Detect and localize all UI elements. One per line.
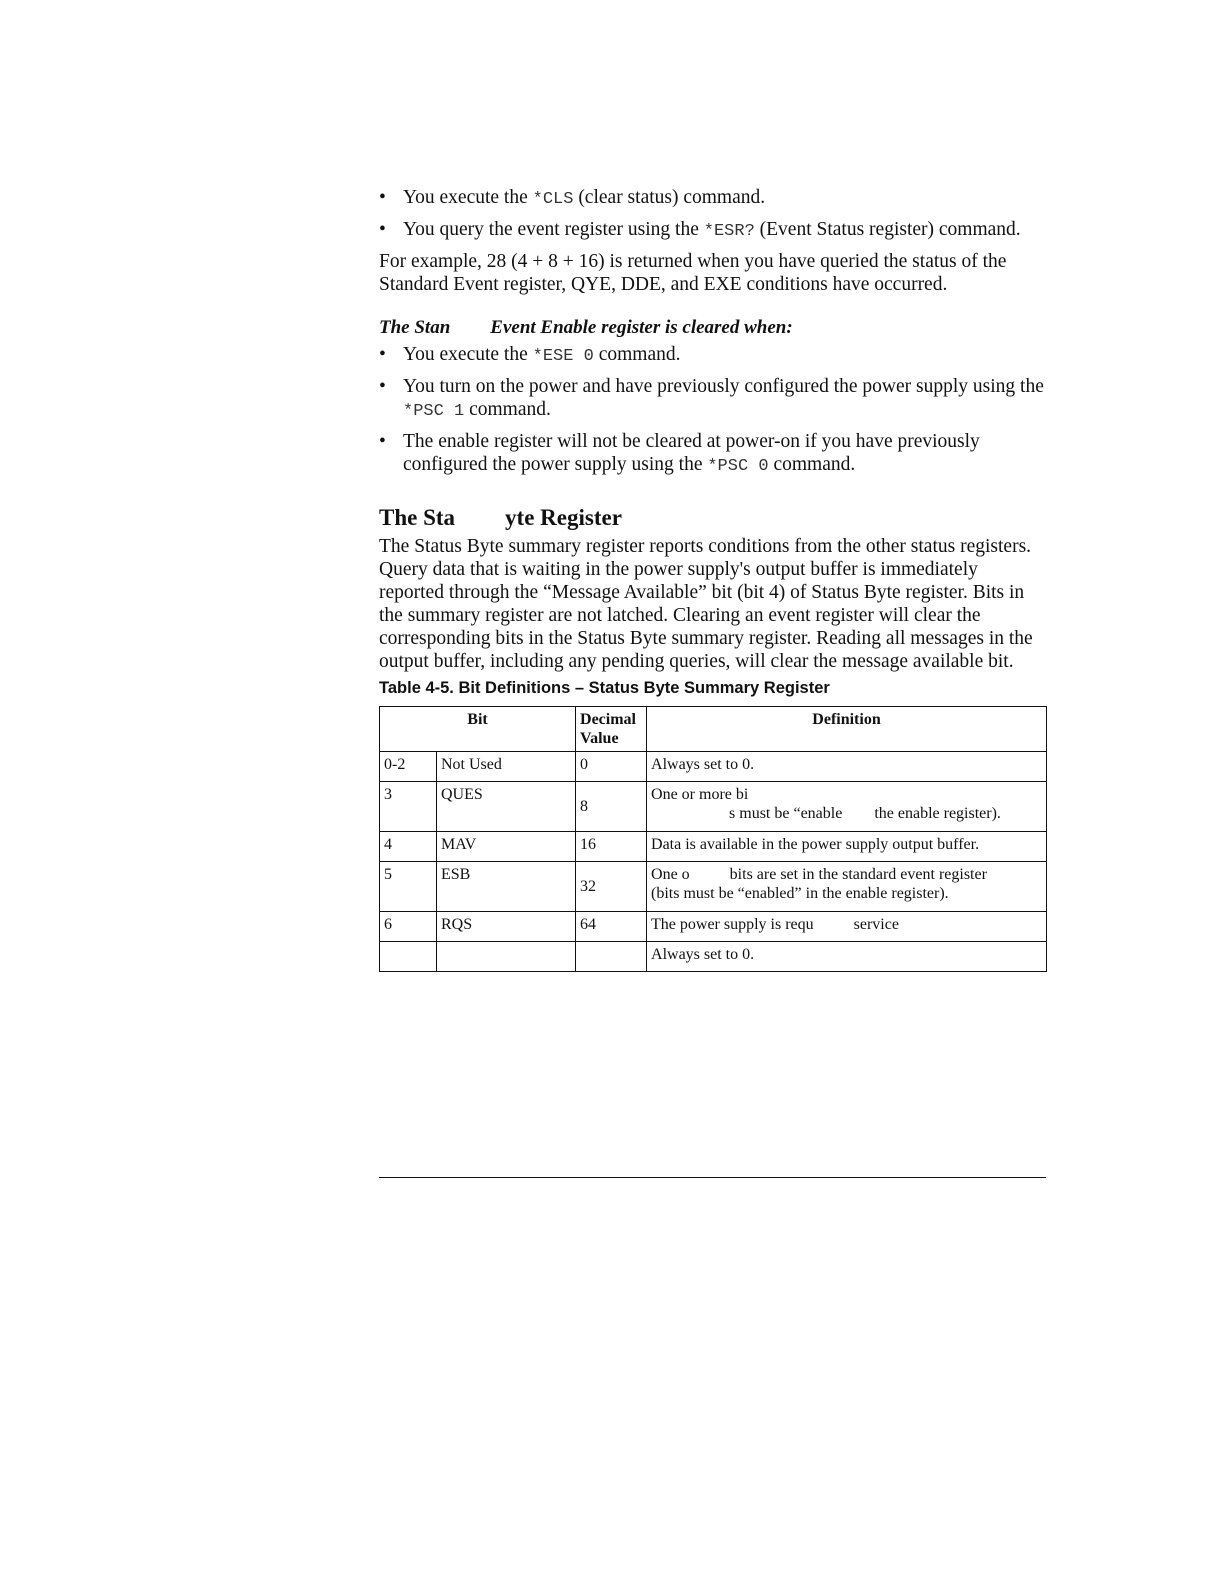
table-row xyxy=(380,862,1047,912)
status-byte-paragraph: The Status Byte summary register reports conditions from the other status registers. Query data that is waiting in the power supply's output buffer is immediately reported through the “Message Available” bit (bit 4) of Status Byte register. Bits in the summary register are not latched. Clearing an event register will clear the corresponding bits in the Status Byte summary register. Reading all messages in the output buffer, including any pending queries, will clear the message available bit. xyxy=(379,536,1033,672)
header-bit: Bit xyxy=(380,707,576,752)
bit-number: 5 xyxy=(380,862,437,912)
bullet-text: command. xyxy=(464,399,551,420)
subheading-part: Event Enable register is cleared when: xyxy=(490,317,793,338)
definition-line: One o bits are set in the standard event register xyxy=(651,866,987,883)
bullet-text: The enable register will not be cleared at power-on if you have previously configured the power supply using the xyxy=(403,431,980,475)
example-paragraph: For example, 28 (4 + 8 + 16) is returned when you have queried the status of the Standard Event register, QYE, DDE, and EXE conditions have occurred. xyxy=(379,251,1007,295)
decimal-value: 0 xyxy=(576,752,647,782)
header-decimal-value: Decimal Value xyxy=(576,707,647,752)
heading-part: yte Register xyxy=(505,505,622,530)
header-definition: Definition xyxy=(647,707,1047,752)
bullet-text: (clear status) command. xyxy=(573,187,766,208)
decimal-value: 16 xyxy=(576,832,647,862)
table-row xyxy=(380,782,1047,832)
command-code: *PSC 0 xyxy=(707,457,769,476)
enable-cleared-list xyxy=(379,343,1045,478)
decimal-value: 32 xyxy=(576,862,647,912)
bit-number: 0-2 xyxy=(380,752,437,782)
bit-name: MAV xyxy=(437,832,576,862)
decimal-value: 8 xyxy=(576,782,647,832)
command-code: *CLS xyxy=(532,190,574,209)
bit-definition: Data is available in the power supply output buffer. xyxy=(647,832,1047,862)
list-item xyxy=(379,218,1045,243)
clear-conditions-list xyxy=(379,186,1045,243)
bullet-text: (Event Status register) command. xyxy=(754,219,1021,240)
bit-number: 4 xyxy=(380,832,437,862)
table-row xyxy=(380,912,1047,942)
table-header-row xyxy=(380,707,1047,752)
list-item xyxy=(379,375,1045,423)
bullet-text: You turn on the power and have previously configured the power supply using the xyxy=(403,376,1044,397)
section-heading xyxy=(379,504,1045,532)
bullet-text: You execute the xyxy=(403,344,533,365)
bit-name xyxy=(437,942,576,972)
list-item xyxy=(379,430,1045,478)
definition-line: s must be “enable the enable register). xyxy=(729,805,1001,822)
list-item xyxy=(379,343,1045,368)
command-code: *PSC 1 xyxy=(403,402,465,421)
bit-number: 3 xyxy=(380,782,437,832)
table-caption: Table 4-5. Bit Definitions – Status Byte Summary Register xyxy=(379,679,830,697)
bit-definition: Always set to 0. xyxy=(647,942,1047,972)
bit-definition xyxy=(647,782,1047,832)
bullet-text: You execute the xyxy=(403,187,533,208)
bit-number: 6 xyxy=(380,912,437,942)
list-item xyxy=(379,186,1045,211)
definition-line: One or more bi xyxy=(651,786,749,803)
command-code: *ESE 0 xyxy=(532,347,594,366)
bullet-text: You query the event register using the xyxy=(403,219,704,240)
heading-part: The Sta xyxy=(379,505,456,530)
bit-name: RQS xyxy=(437,912,576,942)
table-row xyxy=(380,942,1047,972)
bit-definition: The power supply is requ service xyxy=(647,912,1047,942)
footer-divider xyxy=(379,1177,1046,1178)
table-row xyxy=(380,752,1047,782)
bit-name: Not Used xyxy=(437,752,576,782)
bit-name: QUES xyxy=(437,782,576,832)
bit-name: ESB xyxy=(437,862,576,912)
table-row xyxy=(380,832,1047,862)
page-content xyxy=(379,186,1045,972)
bit-definition xyxy=(647,862,1047,912)
enable-register-subheading xyxy=(379,316,1045,339)
bit-definition: Always set to 0. xyxy=(647,752,1047,782)
bullet-text: command. xyxy=(768,454,856,475)
decimal-value xyxy=(576,942,647,972)
definition-line: (bits must be “enabled” in the enable register). xyxy=(651,885,949,902)
bit-number xyxy=(380,942,437,972)
bullet-text: command. xyxy=(593,344,681,365)
command-code: *ESR? xyxy=(703,222,755,241)
bit-definitions-table xyxy=(379,706,1047,972)
subheading-part: The Stan xyxy=(379,317,451,338)
decimal-value: 64 xyxy=(576,912,647,942)
